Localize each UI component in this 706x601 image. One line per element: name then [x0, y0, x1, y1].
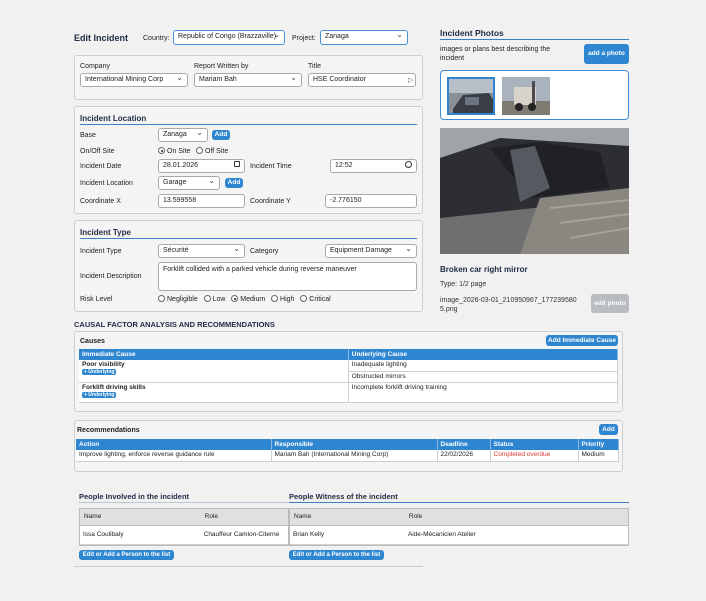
on-site-radio[interactable]: [158, 147, 190, 155]
radio-icon: [231, 295, 238, 302]
clock-icon[interactable]: [405, 161, 412, 168]
radio-icon: [158, 295, 165, 302]
radio-icon: [158, 147, 165, 154]
immediate-cause: Poor visibility: [82, 361, 125, 368]
country-label: Country:: [143, 35, 170, 42]
photo-type: Type: 1/2 page: [440, 281, 487, 288]
edit-witness-button[interactable]: Edit or Add a Person to the list: [289, 550, 384, 560]
underlying-cause: Inadequate lighting: [348, 360, 617, 371]
risk-option-negligible[interactable]: [158, 296, 198, 303]
recommendations-table: [76, 439, 619, 462]
id-card-icon: ▷: [408, 77, 414, 84]
radio-icon: [300, 295, 307, 302]
radio-icon: [196, 147, 203, 154]
add-underlying-badge[interactable]: + Underlying: [84, 369, 115, 375]
rec-responsible: Mariam Bah (International Mining Corp): [271, 450, 437, 461]
immediate-cause: Forklift driving skills: [82, 383, 146, 391]
title-label: Title: [308, 63, 321, 70]
report-select[interactable]: Mariam Bah ⌄: [194, 73, 302, 87]
add-base-button[interactable]: Add: [212, 130, 230, 140]
loc-label: Incident Location: [80, 180, 133, 187]
edit-photo-button[interactable]: edit photo: [591, 294, 629, 313]
risk-label: Risk Level: [80, 296, 113, 303]
add-immediate-cause-button[interactable]: Add Immediate Cause: [546, 335, 618, 346]
coordy-label: Coordinate Y: [250, 198, 291, 205]
recommendations-title: Recommendations: [77, 427, 140, 434]
risk-text: Negligible: [167, 296, 198, 303]
risk-text: Critical: [309, 296, 331, 303]
type-divider: [80, 238, 417, 239]
table-row[interactable]: [76, 450, 619, 461]
causes-table: [79, 349, 618, 403]
risk-option-high[interactable]: [271, 296, 294, 303]
involved-divider: [79, 502, 289, 503]
witness-title: People Witness of the incident: [289, 492, 398, 501]
type-select[interactable]: Sécurité ⌄: [158, 244, 245, 258]
thumbnail-2[interactable]: [502, 77, 550, 115]
category-label: Category: [250, 248, 279, 255]
report-label: Report Written by: [194, 63, 249, 70]
coordx-input[interactable]: 13.599558: [158, 194, 245, 208]
involved-title: People Involved in the incident: [79, 492, 190, 501]
project-select[interactable]: Zanaga ⌄: [320, 30, 408, 45]
off-site-radio[interactable]: [196, 147, 228, 155]
country-select[interactable]: Republic of Congo (Brazzaville) ⌄: [173, 30, 285, 45]
underlying-cause: Incomplete forklift driving training: [348, 382, 617, 402]
company-select[interactable]: International Mining Corp ⌄: [80, 73, 188, 87]
calendar-icon[interactable]: [234, 161, 240, 167]
company-label: Company: [80, 63, 110, 70]
col-deadline: Deadline: [437, 439, 490, 450]
risk-text: High: [280, 296, 295, 303]
footer-divider: [74, 566, 423, 567]
witness-table: [289, 508, 629, 546]
broken-mirror-photo-icon: [440, 128, 629, 254]
photo-filename: image_2026-03-01_210950967_1772395805.png: [440, 297, 577, 313]
location-select[interactable]: Garage ⌄: [158, 176, 220, 190]
off-site-text: Off Site: [205, 148, 229, 155]
add-photo-button[interactable]: add a photo: [584, 44, 629, 64]
description-textarea[interactable]: Forklift collided with a parked vehicle during reverse maneuver: [158, 262, 417, 291]
person-role: Aide-Mécanicien Atelier: [405, 525, 628, 544]
col-role: Role: [405, 509, 628, 525]
col-priority: Priority: [578, 439, 619, 450]
col-status: Status: [490, 439, 578, 450]
underlying-cause: Obstructed mirrors: [348, 371, 617, 382]
project-label: Project:: [292, 35, 316, 42]
table-row: [79, 360, 618, 371]
causal-title: CAUSAL FACTOR ANALYSIS AND RECOMMENDATIONS: [74, 320, 275, 329]
add-recommendation-button[interactable]: Add: [599, 424, 618, 435]
col-name: Name: [80, 509, 201, 525]
rec-deadline: 22/02/2026: [437, 450, 490, 461]
main-photo[interactable]: [440, 128, 629, 254]
radio-icon: [204, 295, 211, 302]
person-name: Brian Kelly: [290, 525, 405, 544]
table-row: [79, 382, 618, 402]
time-input[interactable]: 12:52: [330, 159, 417, 173]
date-label: Incident Date: [80, 163, 122, 170]
table-row: [80, 525, 288, 544]
on-site-text: On Site: [167, 148, 191, 155]
thumbnail-1[interactable]: [447, 77, 495, 115]
risk-option-critical[interactable]: [300, 296, 330, 303]
risk-options: [158, 295, 331, 303]
col-underlying: Underlying Cause: [348, 349, 617, 360]
title-input[interactable]: HSE Coordinator: [308, 73, 416, 87]
radio-icon: [271, 295, 278, 302]
table-row: [290, 525, 628, 544]
person-name: Issa Coulibaly: [80, 525, 201, 544]
type-title: Incident Type: [80, 228, 131, 237]
photo-caption: Broken car right mirror: [440, 265, 528, 274]
col-immediate: Immediate Cause: [79, 349, 348, 360]
base-label: Base: [80, 132, 96, 139]
car-photo-icon: [449, 79, 495, 115]
type-label: Incident Type: [80, 248, 122, 255]
col-name: Name: [290, 509, 405, 525]
coordx-label: Coordinate X: [80, 198, 121, 205]
edit-involved-button[interactable]: Edit or Add a Person to the list: [79, 550, 174, 560]
add-underlying-badge[interactable]: + Underlying: [84, 391, 115, 398]
rec-action: Improve lighting, enforce reverse guidance rule: [76, 450, 271, 461]
risk-text: Low: [212, 296, 226, 303]
base-select[interactable]: Zanaga ⌄: [158, 128, 208, 142]
risk-option-low[interactable]: [204, 296, 226, 303]
page-title: Edit Incident: [74, 33, 128, 43]
rec-status: Completed overdue: [490, 450, 578, 461]
coordy-input[interactable]: -2.776150: [325, 194, 417, 208]
location-title: Incident Location: [80, 114, 147, 123]
person-role: Chauffeur Camion-Citerne: [201, 525, 288, 544]
location-divider: [80, 124, 417, 125]
causes-label: Causes: [80, 338, 105, 345]
add-location-button[interactable]: Add: [225, 178, 243, 188]
involved-table: [79, 508, 289, 546]
date-input[interactable]: 28.01.2026: [158, 159, 245, 173]
photos-divider: [440, 39, 629, 40]
photos-hint: images or plans best describing the incident: [440, 46, 551, 62]
desc-label: Incident Description: [80, 273, 142, 280]
category-select[interactable]: Equipment Damage ⌄: [325, 244, 417, 258]
rec-priority: Medium: [578, 450, 619, 461]
photos-title: Incident Photos: [440, 28, 504, 38]
col-action: Action: [76, 439, 271, 450]
onoff-label: On/Off Site: [80, 148, 115, 155]
risk-text: Medium: [240, 296, 266, 303]
forklift-photo-icon: [502, 77, 550, 115]
col-responsible: Responsible: [271, 439, 437, 450]
witness-divider: [289, 502, 629, 503]
risk-option-medium[interactable]: [231, 296, 265, 303]
time-label: Incident Time: [250, 163, 292, 170]
col-role: Role: [201, 509, 288, 525]
